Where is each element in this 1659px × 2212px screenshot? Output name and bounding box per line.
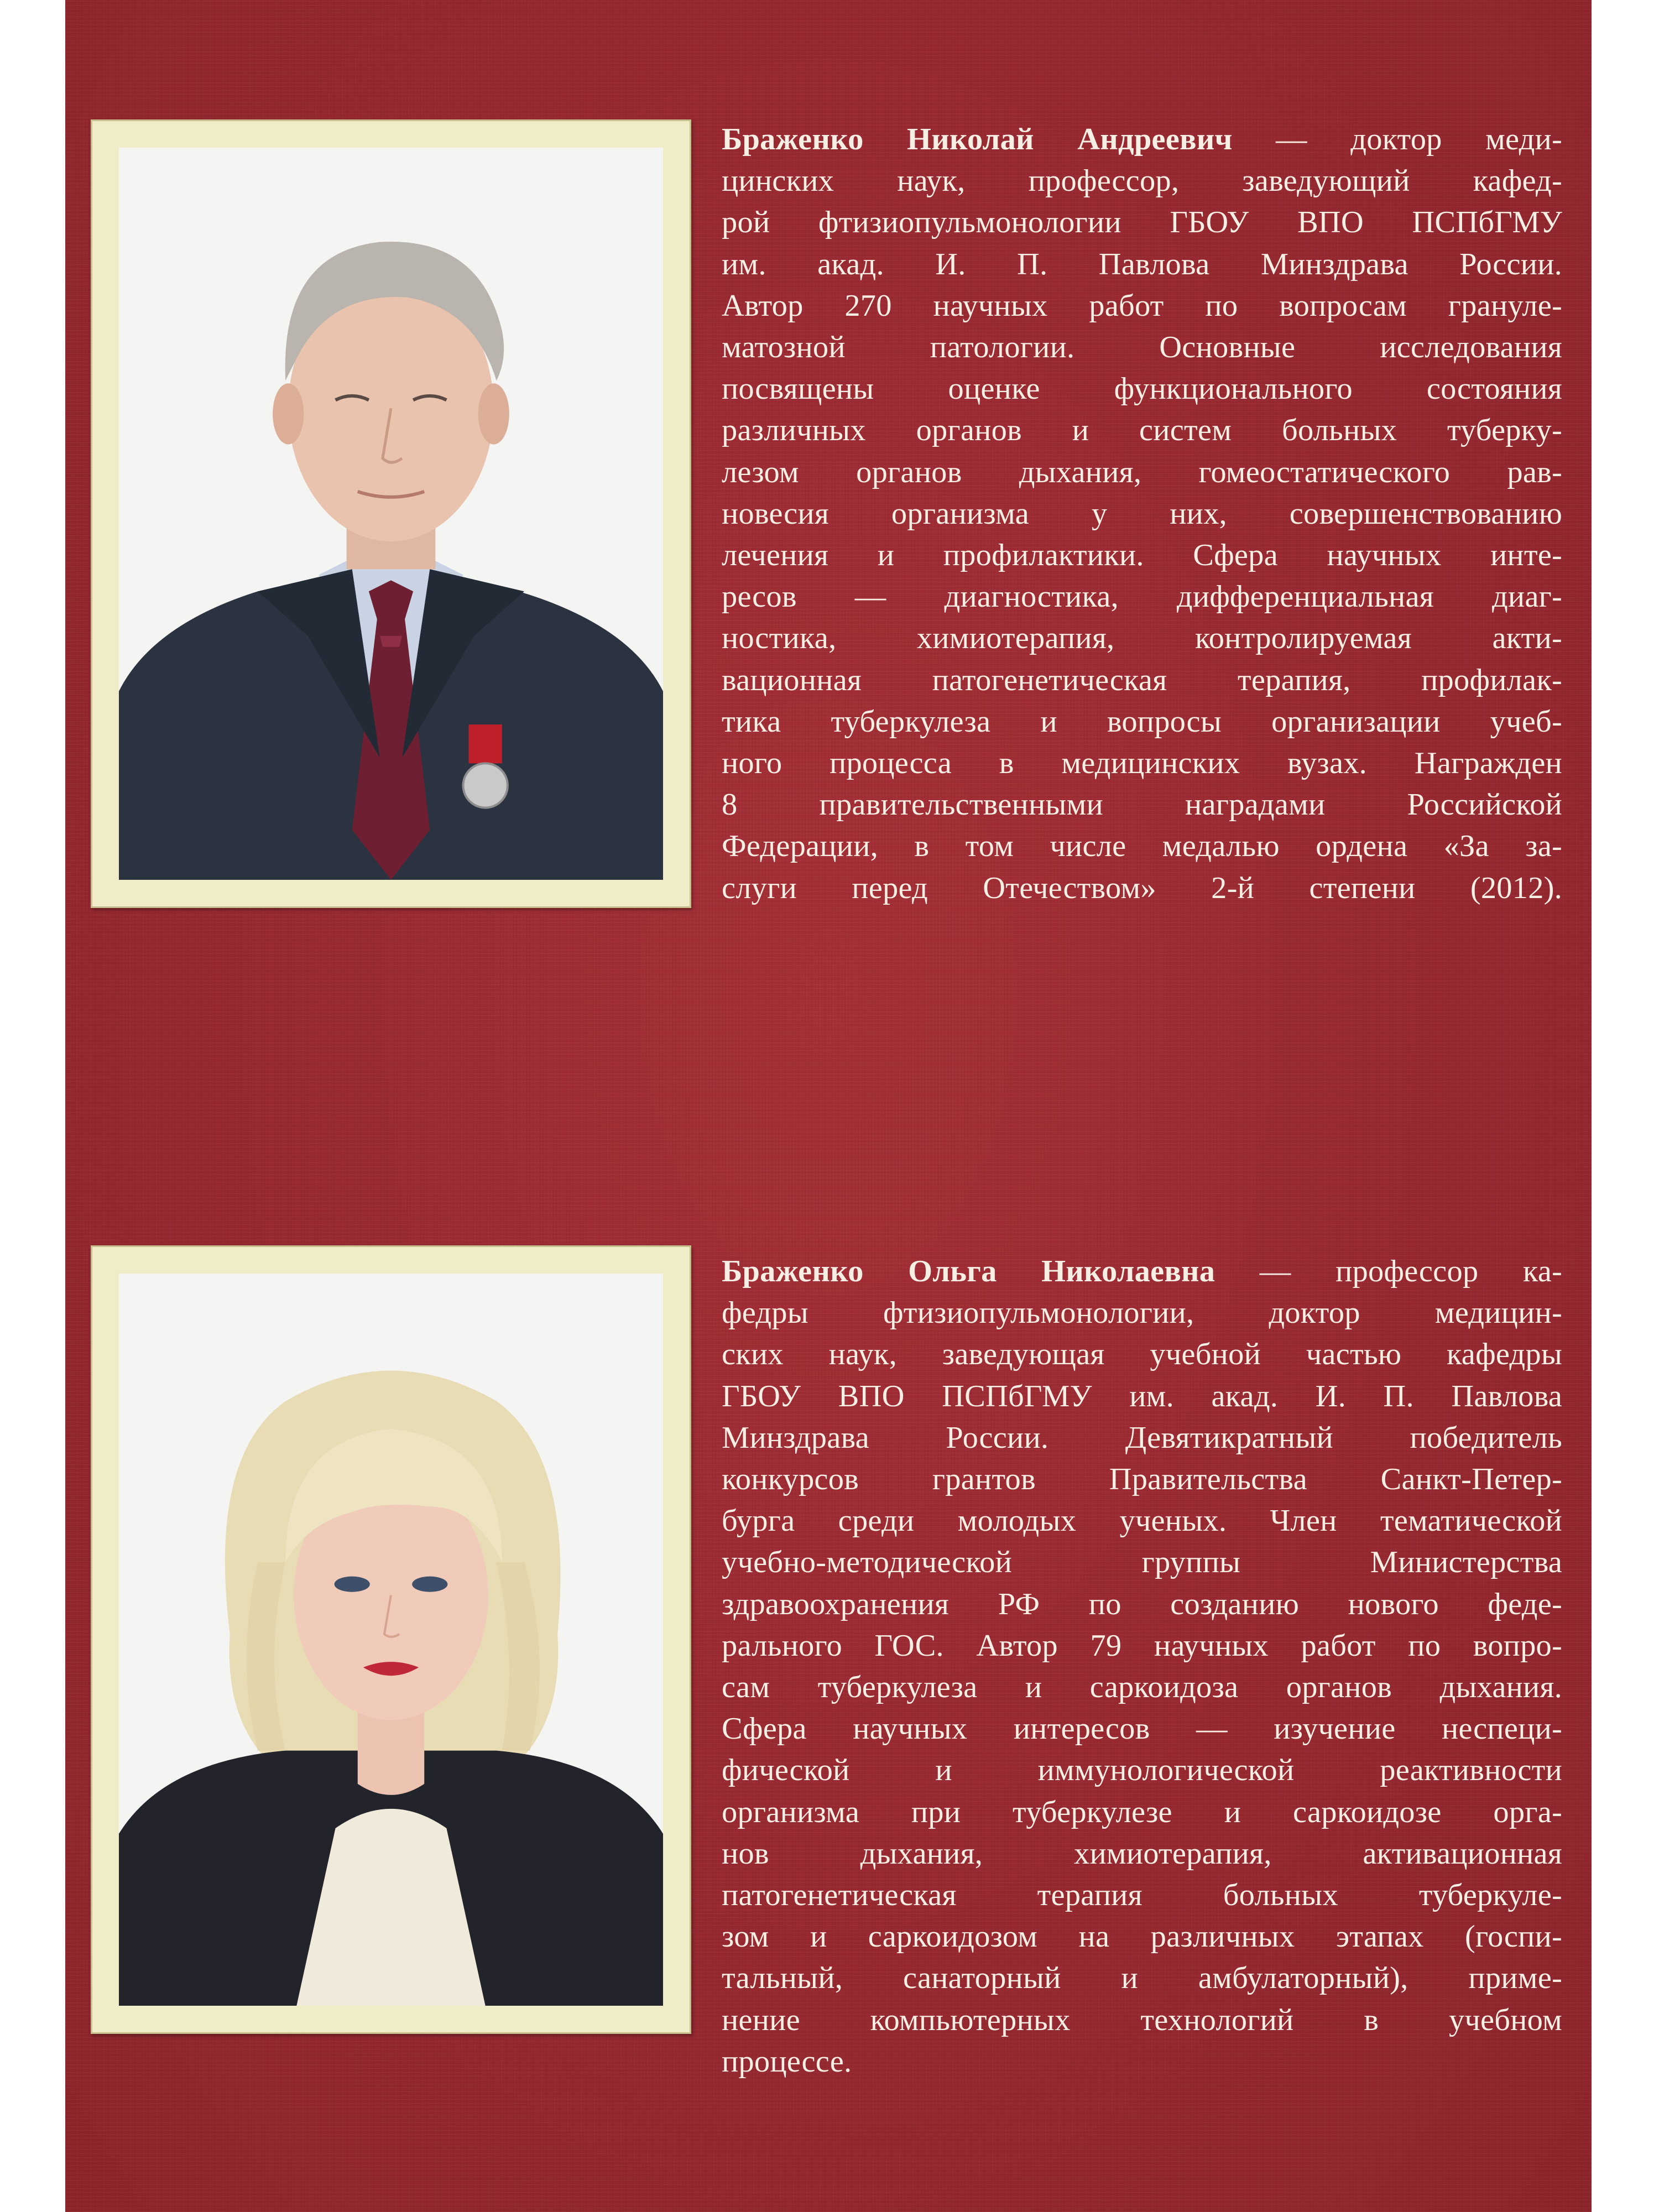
author-1-line-5: матозной патологии. Основные исследования [722, 330, 1562, 365]
author-2-line-13: организма при туберкулезе и саркоидозе орга- [722, 1794, 1562, 1829]
author-2-line-11: Сфера научных интересов — изучение неспеци- [722, 1712, 1562, 1746]
author-2-line-7: учебно-методической группы Министерства [722, 1545, 1562, 1580]
portrait-frame-2 [91, 1245, 691, 2034]
author-2-line-14: нов дыхания, химиотерапия, активационная [722, 1836, 1562, 1871]
author-2-line-19: процессе. [722, 2044, 852, 2079]
author-2-line-17: тальный, санаторный и амбулаторный), приме- [722, 1961, 1562, 1996]
author-2-line-4: Минздрава России. Девятикратный победитель [722, 1420, 1562, 1455]
portrait-frame-1 [91, 119, 691, 908]
author-2-line-10: сам туберкулеза и саркоидоза органов дыхания. [722, 1670, 1562, 1705]
author-2-line-16: зом и саркоидозом на различных этапах (госпи- [722, 1919, 1562, 1954]
author-2-name: Браженко Ольга Николаевна [722, 1254, 1215, 1288]
author-2-line-1: федры фтизиопульмонологии, доктор медицин- [722, 1296, 1562, 1331]
portrait-photo-1 [119, 148, 663, 880]
author-1-line-8: лезом органов дыхания, гомеостатического рав- [722, 455, 1562, 489]
author-1-line-10: лечения и профилактики. Сфера научных инте- [722, 538, 1562, 573]
author-1-line-2: рой фтизиопульмонологии ГБОУ ВПО ПСПбГМУ [722, 205, 1562, 240]
author-2-line-8: здравоохранения РФ по созданию нового феде- [722, 1587, 1562, 1621]
author-2-line-12: фической и иммунологической реактивности [722, 1753, 1562, 1788]
author-2-line-3: ГБОУ ВПО ПСПбГМУ им. акад. И. П. Павлова [722, 1379, 1562, 1413]
author-2-line-6: бурга среди молодых ученых. Член тематической [722, 1504, 1562, 1538]
portrait-photo-2 [119, 1274, 663, 2006]
author-1-line-16: 8 правительственными наградами Российской [722, 787, 1562, 822]
author-1-bio [722, 119, 1562, 909]
author-1-line-0: Браженко Николай Андреевич — доктор меди- [722, 122, 1562, 156]
author-1-line-18: слуги перед Отечеством» 2-й степени (2012). [722, 870, 1562, 905]
author-2-line-2: ских наук, заведующая учебной частью кафедры [722, 1337, 1562, 1372]
author-1-line-12: ностика, химиотерапия, контролируемая акти- [722, 621, 1562, 656]
author-2-line-18: нение компьютерных технологий в учебном [722, 2002, 1562, 2037]
author-2-line-0: Браженко Ольга Николаевна — профессор ка- [722, 1254, 1562, 1288]
author-1-line-7: различных органов и систем больных туберку- [722, 413, 1562, 448]
author-2-line-9: рального ГОС. Автор 79 научных работ по вопро- [722, 1628, 1562, 1663]
author-2-line-15: патогенетическая терапия больных туберкуле- [722, 1878, 1562, 1913]
author-1-line-15: ного процесса в медицинских вузах. Награжден [722, 746, 1562, 781]
author-1-line-1: цинских наук, профессор, заведующий кафед- [722, 164, 1562, 199]
author-1-line-13: вационная патогенетическая терапия, профилак- [722, 662, 1562, 697]
author-1-line-4: Автор 270 научных работ по вопросам грануле- [722, 288, 1562, 323]
author-2-bio [722, 1251, 1562, 2083]
author-1-line-11: ресов — диагностика, дифференциальная диаг- [722, 580, 1562, 614]
author-1-line-17: Федерации, в том числе медалью ордена «За за- [722, 829, 1562, 864]
author-2-line-5: конкурсов грантов Правительства Санкт-Петер- [722, 1462, 1562, 1497]
author-1-line-14: тика туберкулеза и вопросы организации учеб- [722, 704, 1562, 739]
author-1-line-9: новесия организма у них, совершенствованию [722, 496, 1562, 531]
author-1-name: Браженко Николай Андреевич [722, 122, 1233, 156]
author-1-line-6: посвящены оценке функционального состояния [722, 372, 1562, 406]
portrait-man-image [119, 148, 663, 880]
portrait-woman-image [119, 1274, 663, 2006]
author-1-line-3: им. акад. И. П. Павлова Минздрава России. [722, 247, 1562, 281]
